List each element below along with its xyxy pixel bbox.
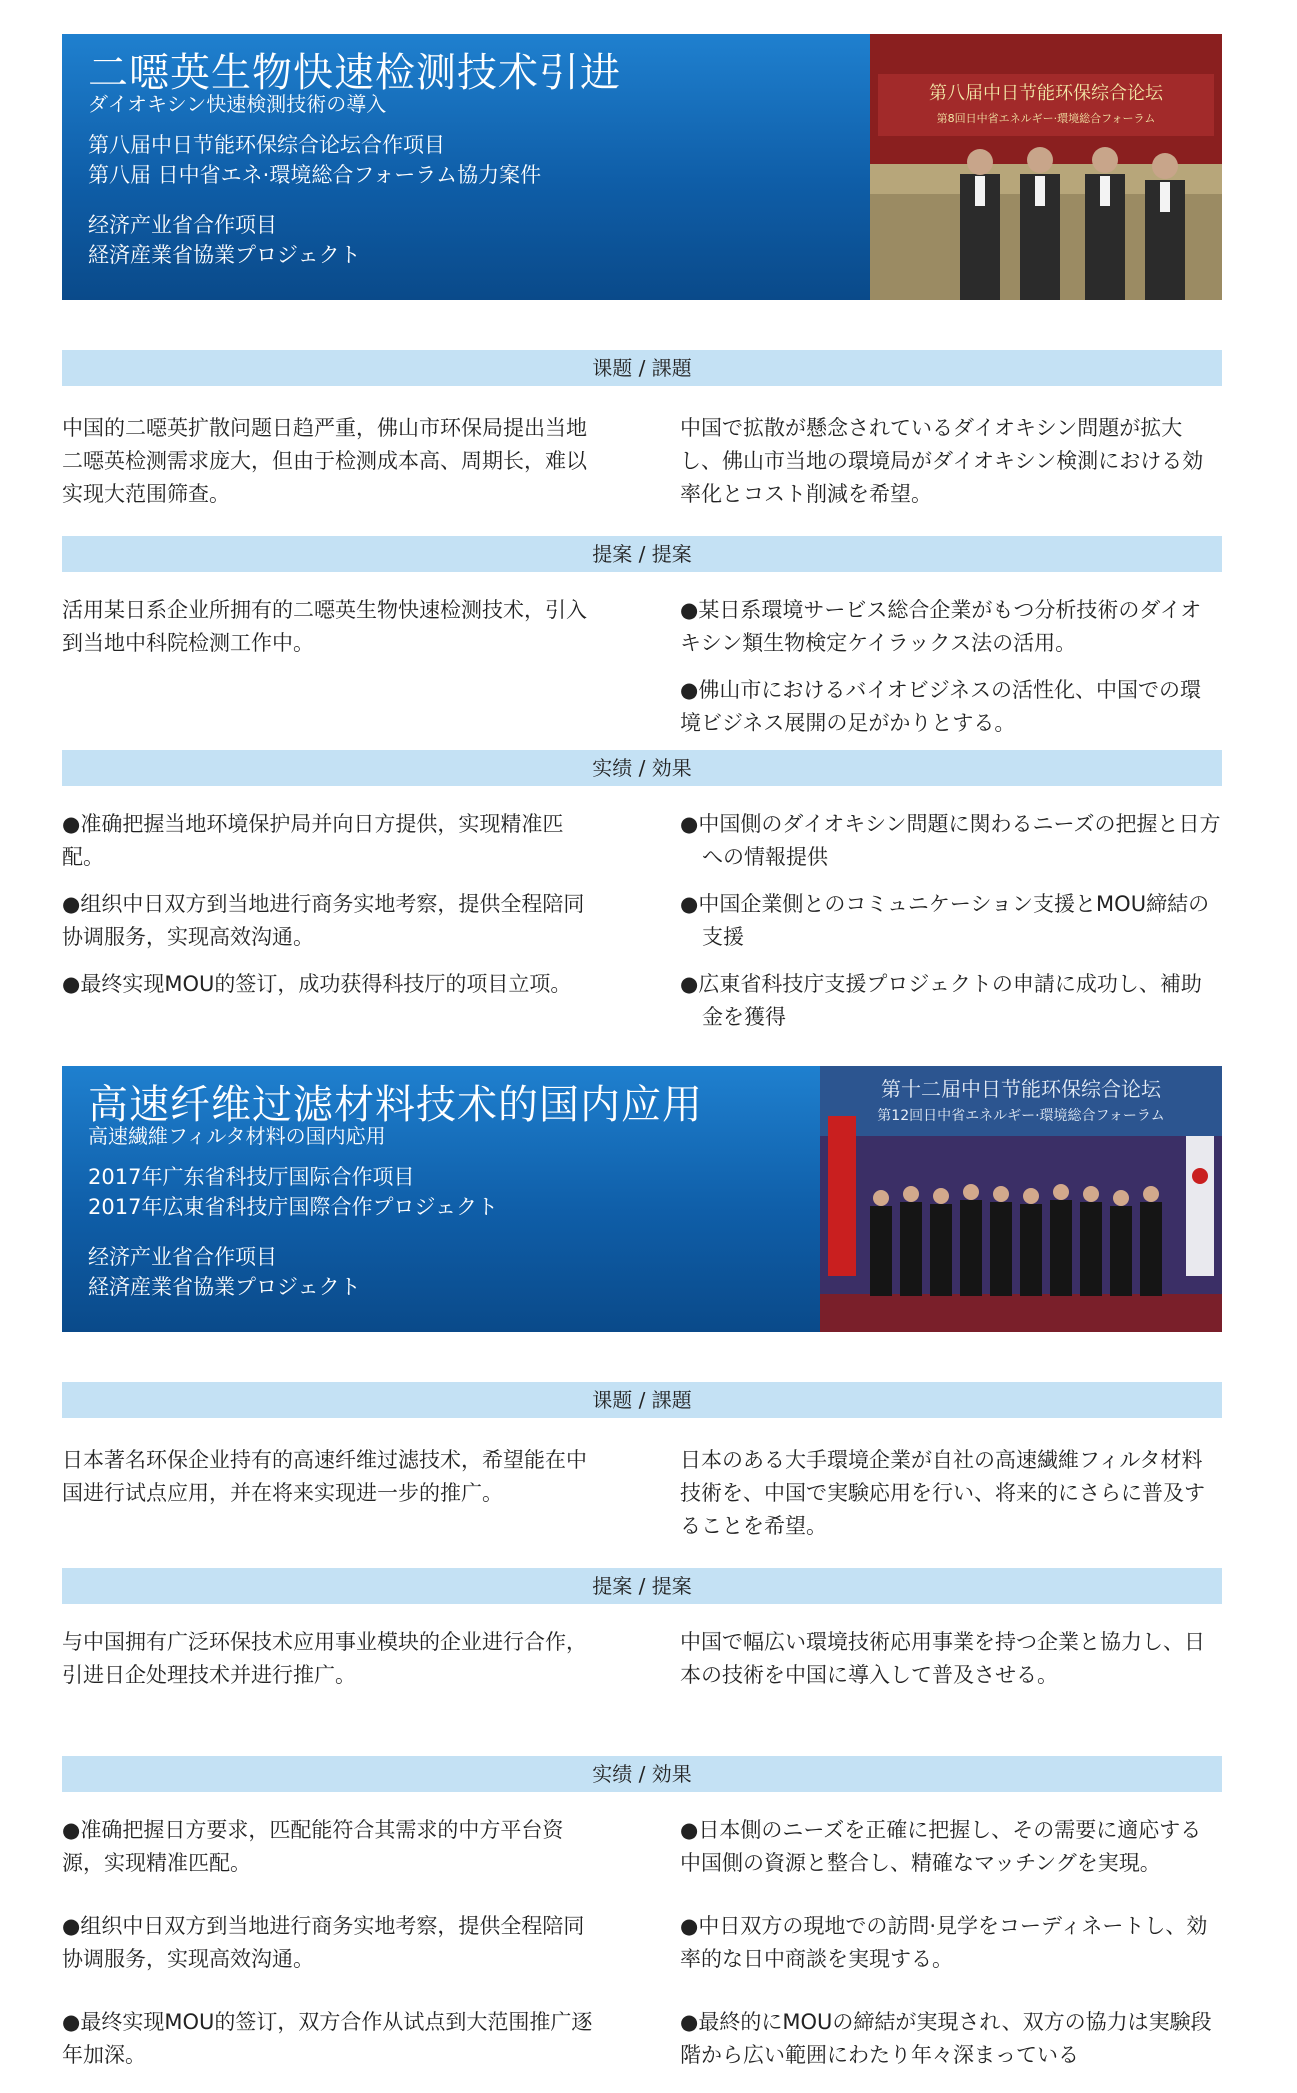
result-cn-item: ●组织中日双方到当地进行商务实地考察，提供全程陪同协调服务，实现高效沟通。 [62,892,585,949]
result-jp-item: ●最終的にMOUの締結が実現され、双方の協力は実験段階から広い範囲にわたり年々深まっている [680,2010,1212,2067]
result-cn-item: ●最终实现MOU的签订，成功获得科技厅的项目立项。 [62,972,572,996]
proposal-cn [62,594,602,674]
project-title: 二噁英生物快速检测技术引进 [88,50,621,96]
program-cn: 2017年广东省科技厅国际合作项目 [88,1165,415,1189]
proposal-header: 提案 / 提案 [62,1568,1222,1604]
proposal-cn-text: 活用某日系企业所拥有的二噁英生物快速检测技术，引入到当地中科院检测工作中。 [62,598,587,655]
project-subtitle: ダイオキシン快速検測技術の導入 [88,92,387,116]
forum-photo [870,34,1222,300]
result-cn-item: ●组织中日双方到当地进行商务实地考察，提供全程陪同协调服务，实现高效沟通。 [62,1914,585,1971]
issue-header: 课题 / 課題 [62,350,1222,386]
result-header: 实绩 / 効果 [62,1756,1222,1792]
proposal-jp [680,594,1222,754]
proposal-jp-item: 中国で幅広い環境技術応用事業を持つ企業と協力し、日本の技術を中国に導入して普及させる。 [680,1630,1205,1687]
proposal-jp [680,1626,1222,1706]
result-jp-item: ●中国側のダイオキシン問題に関わるニーズの把握と日方への情報提供 [680,812,1221,869]
issue-jp [680,412,1222,525]
program-jp: 2017年広東省科技庁国際合作プロジェクト [88,1195,499,1219]
issue-cn-text: 中国的二噁英扩散问题日趋严重，佛山市环保局提出当地二噁英检测需求庞大，但由于检测成本高、周期长，难以实现大范围筛查。 [62,416,587,506]
project-filter [62,1066,1222,2067]
proposal-jp-item: ●某日系環境サービス総合企業がもつ分析技術のダイオキシン類生物検定ケイラックス法の活用。 [680,598,1202,655]
proposal-cn [62,1626,602,1706]
photo-sign-cn: 第十二届中日节能环保综合论坛 [881,1077,1161,1101]
result-jp-item: ●日本側のニーズを正確に把握し、その需要に適応する中国側の資源と整合し、精確なマッチングを実現。 [680,1818,1202,1875]
photo-sign-jp: 第12回日中省エネルギー·環境総合フォーラム [877,1108,1165,1124]
project-banner [62,1066,1222,1332]
program-jp: 第八届 日中省エネ·環境総合フォーラム協力案件 [88,163,542,187]
proposal-cn-text: 与中国拥有广泛环保技术应用事业模块的企业进行合作，引进日企处理技术并进行推广。 [62,1630,587,1687]
ministry-cn: 经济产业省合作项目 [88,213,277,237]
issue-cn-text: 日本著名环保企业持有的高速纤维过滤技术，希望能在中国进行试点应用，并在将来实现进一步的推广。 [62,1448,587,1505]
photo-sign-cn: 第八届中日节能环保综合论坛 [929,83,1163,104]
project-title: 高速纤维过滤材料技术的国内应用 [88,1082,703,1128]
proposal-jp-item: ●佛山市におけるバイオビジネスの活性化、中国での環境ビジネス展開の足がかりとする。 [680,678,1202,735]
issue-jp-text: 日本のある大手環境企業が自社の高速繊維フィルタ材料技術を、中国で実験応用を行い、将来的にさらに普及することを希望。 [680,1448,1205,1538]
result-cn [62,1814,602,2086]
issue-jp [680,1444,1222,1557]
ministry-jp: 経済産業省協業プロジェクト [88,243,361,267]
issue-cn [62,412,602,525]
ministry-jp: 経済産業省協業プロジェクト [88,1275,361,1299]
photo-sign-jp: 第8回日中省エネルギー·環境総合フォーラム [936,112,1156,125]
project-subtitle: 高速繊維フィルタ材料の国内応用 [88,1124,386,1148]
result-jp [680,808,1222,1048]
result-jp-item: ●中日双方の現地での訪問·見学をコーディネートし、効率的な日中商談を実現する。 [680,1914,1208,1971]
program-cn: 第八届中日节能环保综合论坛合作项目 [88,133,445,157]
issue-cn [62,1444,602,1524]
forum-photo [820,1066,1222,1332]
result-jp [680,1814,1222,2086]
issue-header: 课题 / 課題 [62,1382,1222,1418]
result-jp-item: ●中国企業側とのコミュニケーション支援とMOU締結の支援 [680,892,1210,949]
result-jp-item: ●広東省科技庁支援プロジェクトの申請に成功し、補助金を獲得 [680,972,1202,1029]
result-cn-item: ●准确把握日方要求，匹配能符合其需求的中方平台资源，实现精准匹配。 [62,1818,564,1875]
proposal-header: 提案 / 提案 [62,536,1222,572]
result-cn-item: ●准确把握当地环境保护局并向日方提供，实现精准匹配。 [62,812,564,869]
project-dioxin [62,34,1222,1029]
result-header: 实绩 / 効果 [62,750,1222,786]
result-cn [62,808,602,1015]
ministry-cn: 经济产业省合作项目 [88,1245,277,1269]
issue-jp-text: 中国で拡散が懸念されているダイオキシン問題が拡大し、佛山市当地の環境局がダイオキシン検測における効率化とコスト削減を希望。 [680,416,1204,506]
result-cn-item: ●最终实现MOU的签订，双方合作从试点到大范围推广逐年加深。 [62,2010,593,2067]
project-banner [62,34,1222,300]
